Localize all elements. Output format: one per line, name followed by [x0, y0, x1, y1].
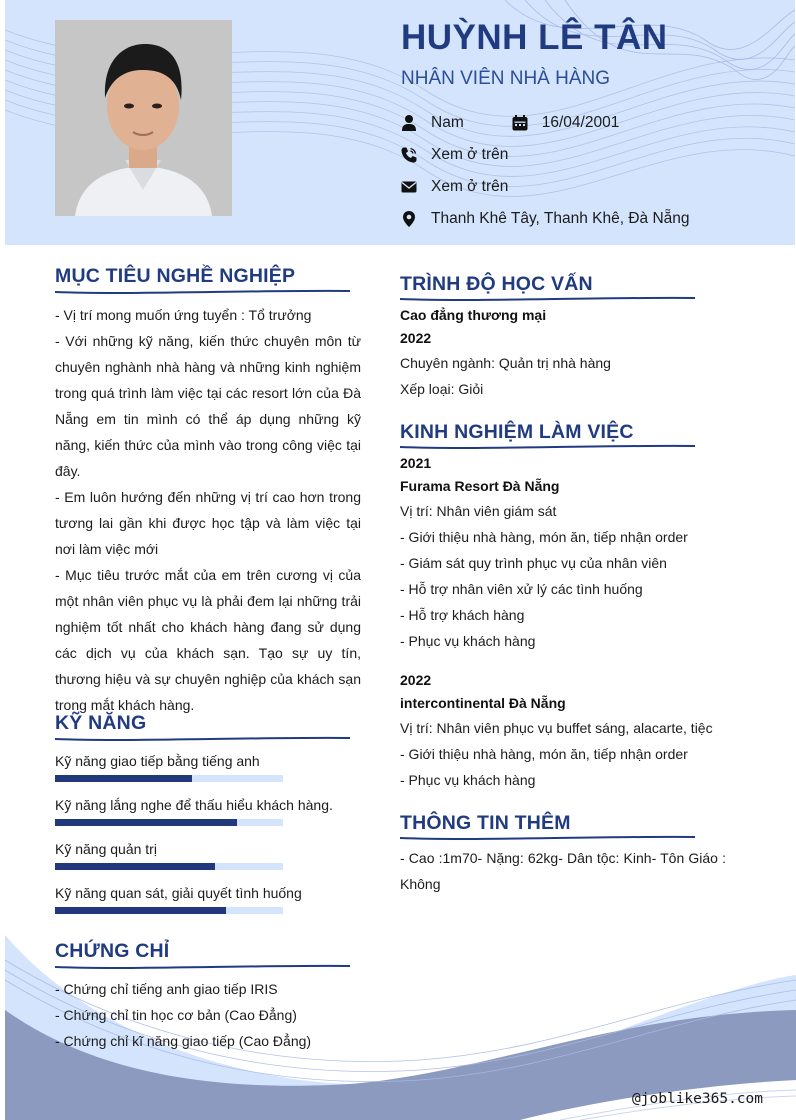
candidate-title: NHÂN VIÊN NHÀ HÀNG	[401, 68, 611, 89]
skill-bar-fill	[55, 907, 226, 914]
info-row-address	[400, 208, 690, 230]
calendar-icon	[511, 114, 529, 132]
education-heading-underline	[400, 295, 695, 303]
skill-label: Kỹ năng lắng nghe để thấu hiểu khách hàng.	[55, 797, 333, 813]
info-row-email	[400, 176, 508, 198]
certificate-item: - Chứng chỉ tin học cơ bản (Cao Đẳng)	[55, 1007, 297, 1023]
skill-label: Kỹ năng giao tiếp bằng tiếng anh	[55, 753, 260, 769]
gender-value: Nam	[431, 114, 464, 131]
skills-heading-underline	[55, 735, 350, 743]
job-position: Vị trí: Nhân viên phục vụ buffet sáng, alacarte, tiệc	[400, 720, 713, 736]
skill-bar-fill	[55, 819, 237, 826]
certificates-heading-underline	[55, 963, 350, 971]
objective-paragraph: - Em luôn hướng đến những vị trí cao hơn trong tương lai gần khi được học tập và làm việc tại nơi làm việc mới	[55, 489, 361, 557]
job-duty: - Giới thiệu nhà hàng, món ăn, tiếp nhận order	[400, 529, 688, 545]
extra-info-heading-underline	[400, 834, 695, 842]
education-grade: Xếp loại: Giỏi	[400, 381, 484, 397]
info-row-phone	[400, 144, 508, 166]
address-value: Thanh Khê Tây, Thanh Khê, Đà Nẵng	[431, 210, 690, 227]
info-row-gender-dob	[400, 112, 619, 134]
dob-value: 16/04/2001	[541, 114, 620, 131]
phone-icon	[400, 146, 418, 164]
job-duty: - Hỗ trợ khách hàng	[400, 607, 525, 623]
certificate-item: - Chứng chỉ tiếng anh giao tiếp IRIS	[55, 981, 278, 997]
education-heading: TRÌNH ĐỘ HỌC VẤN	[400, 273, 593, 295]
job-duty: - Giám sát quy trình phục vụ của nhân viên	[400, 555, 667, 571]
education-school: Cao đẳng thương mại	[400, 307, 547, 323]
certificate-item: - Chứng chỉ kĩ năng giao tiếp (Cao Đẳng)	[55, 1033, 312, 1049]
envelope-icon	[400, 178, 418, 196]
skill-bar-fill	[55, 775, 192, 782]
objective-paragraph: - Mục tiêu trước mắt của em trên cương vị của một nhân viên phục vụ là phải đem lại những trải nghiệm tốt nhất cho khách hàng đang sử dụng các dịch vụ của khách sạn. Tạo sự uy tín, thương hiệu và sự chuyên nghiệp của khách sạn trong mắt khách hàng.	[55, 567, 361, 713]
header-band	[5, 0, 795, 245]
job-company: intercontinental Đà Nẵng	[400, 695, 566, 711]
job-year: 2022	[400, 672, 432, 688]
skill-bar-fill	[55, 863, 215, 870]
extra-info-text: - Cao :1m70- Nặng: 62kg- Dân tộc: Kinh- Tôn Giáo : Không	[400, 850, 726, 892]
skill-bar	[55, 863, 283, 870]
skill-label: Kỹ năng quan sát, giải quyết tình huống	[55, 885, 302, 901]
watermark: @joblike365.com	[632, 1091, 763, 1107]
job-year: 2021	[400, 455, 432, 471]
job-company: Furama Resort Đà Nẵng	[400, 478, 560, 494]
objective-paragraph: - Với những kỹ năng, kiến thức chuyên môn từ chuyên nghành nhà hàng và những kinh nghiệm trong quá trình làm việc tại các resort lớn của Đà Nẵng em tin mình có thể áp dụng những kỹ năng, kiến thức của mình vào trong công việc tại đây.	[55, 333, 361, 479]
user-icon	[400, 114, 418, 132]
job-duty: - Giới thiệu nhà hàng, món ăn, tiếp nhận order	[400, 746, 688, 762]
experience-heading-underline	[400, 443, 695, 451]
skill-bar	[55, 775, 283, 782]
skill-bar	[55, 819, 283, 826]
objective-text	[55, 302, 361, 718]
extra-info-heading: THÔNG TIN THÊM	[400, 812, 571, 834]
objective-heading-underline	[55, 288, 350, 296]
job-duty: - Hỗ trợ nhân viên xử lý các tình huống	[400, 581, 643, 597]
job-duty: - Phục vụ khách hàng	[400, 772, 536, 788]
skill-label: Kỹ năng quản trị	[55, 841, 157, 857]
profile-photo	[55, 20, 232, 216]
candidate-name: HUỲNH LÊ TÂN	[401, 18, 668, 57]
skill-bar	[55, 907, 283, 914]
certificates-heading: CHỨNG CHỈ	[55, 940, 170, 962]
phone-value: Xem ở trên	[431, 146, 509, 163]
education-year: 2022	[400, 330, 432, 346]
objective-heading: MỤC TIÊU NGHỀ NGHIỆP	[55, 265, 296, 287]
education-major: Chuyên ngành: Quản trị nhà hàng	[400, 355, 611, 371]
location-pin-icon	[400, 210, 418, 228]
email-value: Xem ở trên	[431, 178, 509, 195]
job-duty: - Phục vụ khách hàng	[400, 633, 536, 649]
objective-paragraph: - Vị trí mong muốn ứng tuyển : Tổ trưởng	[55, 307, 312, 323]
job-position: Vị trí: Nhân viên giám sát	[400, 503, 557, 519]
skills-heading: KỸ NĂNG	[55, 712, 147, 734]
experience-heading: KINH NGHIỆM LÀM VIỆC	[400, 421, 634, 443]
